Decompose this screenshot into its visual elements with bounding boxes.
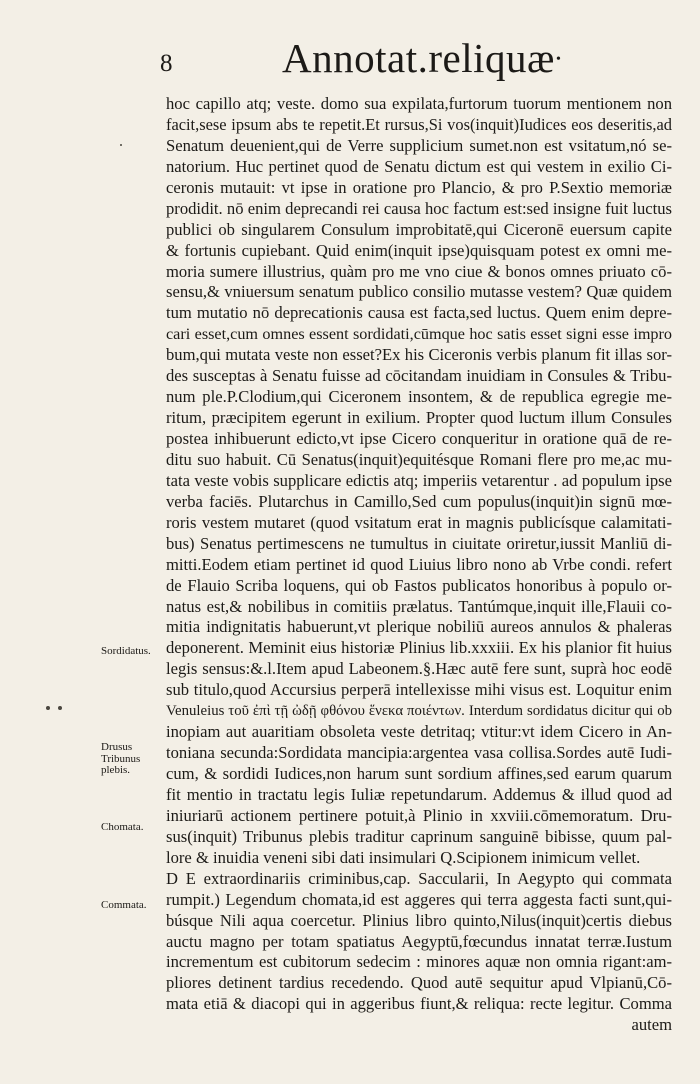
text-line: Venuleius τοῦ ἐπὶ τῇ ὠδῇ φθόνου ἕνεκα ποιέντων. Interdum sordidatus dicitur qui ob — [166, 703, 672, 720]
text-line: natorium. Huc pertinet quod de Senatu dictum est qui vestem in exilio Ci- — [166, 156, 672, 176]
text-line: Senatum deuenient,qui de Verre supplicium sumet.non est vsitatum,nó se- — [166, 135, 672, 155]
text-line: sus(inquit) Tribunus plebis traditur caprinum sanguinē bibisse, quum pal- — [166, 826, 672, 846]
text-line: mata etiā & diacopi qui in aggeribus fiunt,& reliqua: recte legitur. Comma — [166, 994, 672, 1014]
text-line: des susceptas à Senatu fuisse ad cōcitandam inuidiam in Consules & Tribu- — [166, 366, 672, 386]
text-line: cari esset,cum omnes essent sordidati,cūmque hoc satis esset signi esse impro — [166, 325, 672, 344]
text-line: incrementum est cubitorum sedecim : minores aquæ non omnia rigant:am- — [166, 952, 672, 972]
text-line: lore & inuidia veneni sibi dati insimulari Q.Scipionem inimicum vellet. — [166, 847, 641, 867]
text-line: cum, & sordidi Iudices,non harum sunt sordium affines,sed earum quarum — [166, 764, 672, 783]
text-line: búsque Nili aqua coercetur. Plinius libro quinto,Nilus(inquit)certis diebus — [166, 910, 672, 930]
text-line: deponerent. Meminit eius historiæ Plinius lib.xxxiii. Ex his planior fit huius — [166, 638, 672, 658]
text-line: postea inhibuerunt edicto,vt ipse Cicero conqueritur in oratione quā de re- — [166, 429, 672, 448]
text-line: tata veste vobis supplicare edictis atq; imperiis vetarentur . ad populum ipse — [166, 470, 672, 490]
text-line: verba faciēs. Plutarchus in Camillo,Sed cum populus(inquit)in signū mœ- — [166, 491, 672, 511]
text-line: bus) Senatus pertimescens ne tumultus in ciuitate oriretur,iussit Manliū di- — [166, 533, 672, 553]
text-line: iniuriarū actionem pertinere potuit,à Plinio in xxviii.cōmemoratum. Dru- — [166, 805, 672, 825]
catchword: autem — [631, 1015, 672, 1035]
body-text — [166, 94, 672, 1036]
margin-note-line: Tribunus — [101, 752, 141, 765]
text-line: auctu magno per totam spatiatus Aegyptū,fœcundus innatat terræ.Iustum — [166, 931, 672, 951]
margin-note-commata: Commata. — [101, 899, 147, 911]
text-line: natus est,& nobilibus in comitiis prælatus. Tantúmque,inquit ille,Flauii co- — [166, 596, 672, 616]
margin-note-line: Drusus — [101, 741, 133, 753]
margin-note-drusus — [101, 742, 163, 777]
margin-note-sordidatus: Sordidatus. — [101, 645, 151, 657]
ink-speck — [46, 706, 50, 710]
running-head: Annotat.reliquæ — [282, 35, 555, 81]
text-line: fit mentio in tractatu legis Iuliæ repetundarum. Addemus & illud quod ad — [166, 784, 672, 804]
text-line: publici ob singularem Consulum improbitatē,qui Ciceronē euersum capite — [166, 219, 672, 239]
text-line: D E extraordinariis criminibus,cap. Saccularii, In Aegypto qui commata — [166, 868, 672, 888]
text-line: & fortunis cupiebant. Quid enim(inquit ipse)quisquam potest ex omni me- — [166, 240, 672, 260]
text-line: hoc capillo atq; veste. domo sua expilata,furtorum tuorum mentionem non — [166, 94, 672, 113]
text-line: sensu,& vniuersum senatum publico consilio mutasse vestem? Quæ quidem — [166, 282, 672, 302]
text-line: pliores detinent tardius recedendo. Quod autē sequitur apud Vlpianū,Cō- — [166, 973, 672, 993]
head-ornament: • — [556, 52, 561, 67]
text-line: roris vestem mutaret (quod vsitatum erat in magnis publicísque calamitati- — [166, 512, 672, 532]
text-line: facit,sese ipsum abs te repetit.Et rursus,Si vos(inquit)Iudices eos deseritis,ad — [166, 114, 672, 134]
text-line: moria sumere illustrius, quàm pro me vno ciue & bonos omnes priuato cō- — [166, 261, 672, 281]
text-line: legis sensus:&.l.Item apud Labeonem.§.Hæc autē fere sunt, suprà hoc eodē — [166, 659, 672, 679]
text-line: mitti.Eodem etiam pertinet id quod Liuius libro nono ab Vrbe condi. refert — [166, 554, 672, 574]
text-line: sub titulo,quod Accursius perperā intellexisse mihi visus est. Loquitur enim — [166, 680, 672, 700]
text-line: prodidit. nō enim deprecandi rei causa hoc factum est:sed insigne fuit luctus — [166, 198, 672, 218]
text-line: num ple.P.Clodium,qui Ciceronem insontem, & de republica egregie me- — [166, 387, 672, 407]
ink-speck — [58, 706, 62, 710]
text-line: ceronis mutauit: vt ipse in oratione pro Plancio, & pro P.Sextio memoriæ — [166, 177, 672, 197]
text-line: tum mutatio nō deprecationis causa est facta,sed luctus. Quem enim depre- — [166, 303, 672, 323]
page-number: 8 — [160, 50, 173, 77]
text-line: ritum, præcipitem egerunt in exilium. Propter quod luctum illum Consules — [166, 408, 672, 428]
text-line: bum,qui mutata veste non esset?Ex his Ciceronis verbis planum fit illas sor- — [166, 345, 672, 365]
margin-note-line: plebis. — [101, 764, 131, 776]
text-line: de Flauio Scriba loquens, qui ob Fastos publicatos honoribus à populo or- — [166, 575, 672, 595]
text-line: toniana secunda:Sordidata mancipia:argentea vasa collisa.Sordes autē Iudi- — [166, 743, 672, 763]
text-line: mitia indignitatis habuerunt,vt plerique nobiliū aureos annulos & phaleras — [166, 617, 672, 637]
text-line: inopiam aut auaritiam obsoleta veste detritaq; vtitur:vt idem Cicero in An- — [166, 722, 672, 742]
ink-speck — [120, 144, 122, 146]
text-line: rumpit.) Legendum chomata,id est aggeres qui terra aggesta facti sunt,qui- — [166, 889, 672, 909]
margin-note-chomata: Chomata. — [101, 821, 144, 833]
text-line: ditu suo habuit. Cū Senatus(inquit)equitésque Romani flere pro me,ac mu- — [166, 449, 672, 469]
